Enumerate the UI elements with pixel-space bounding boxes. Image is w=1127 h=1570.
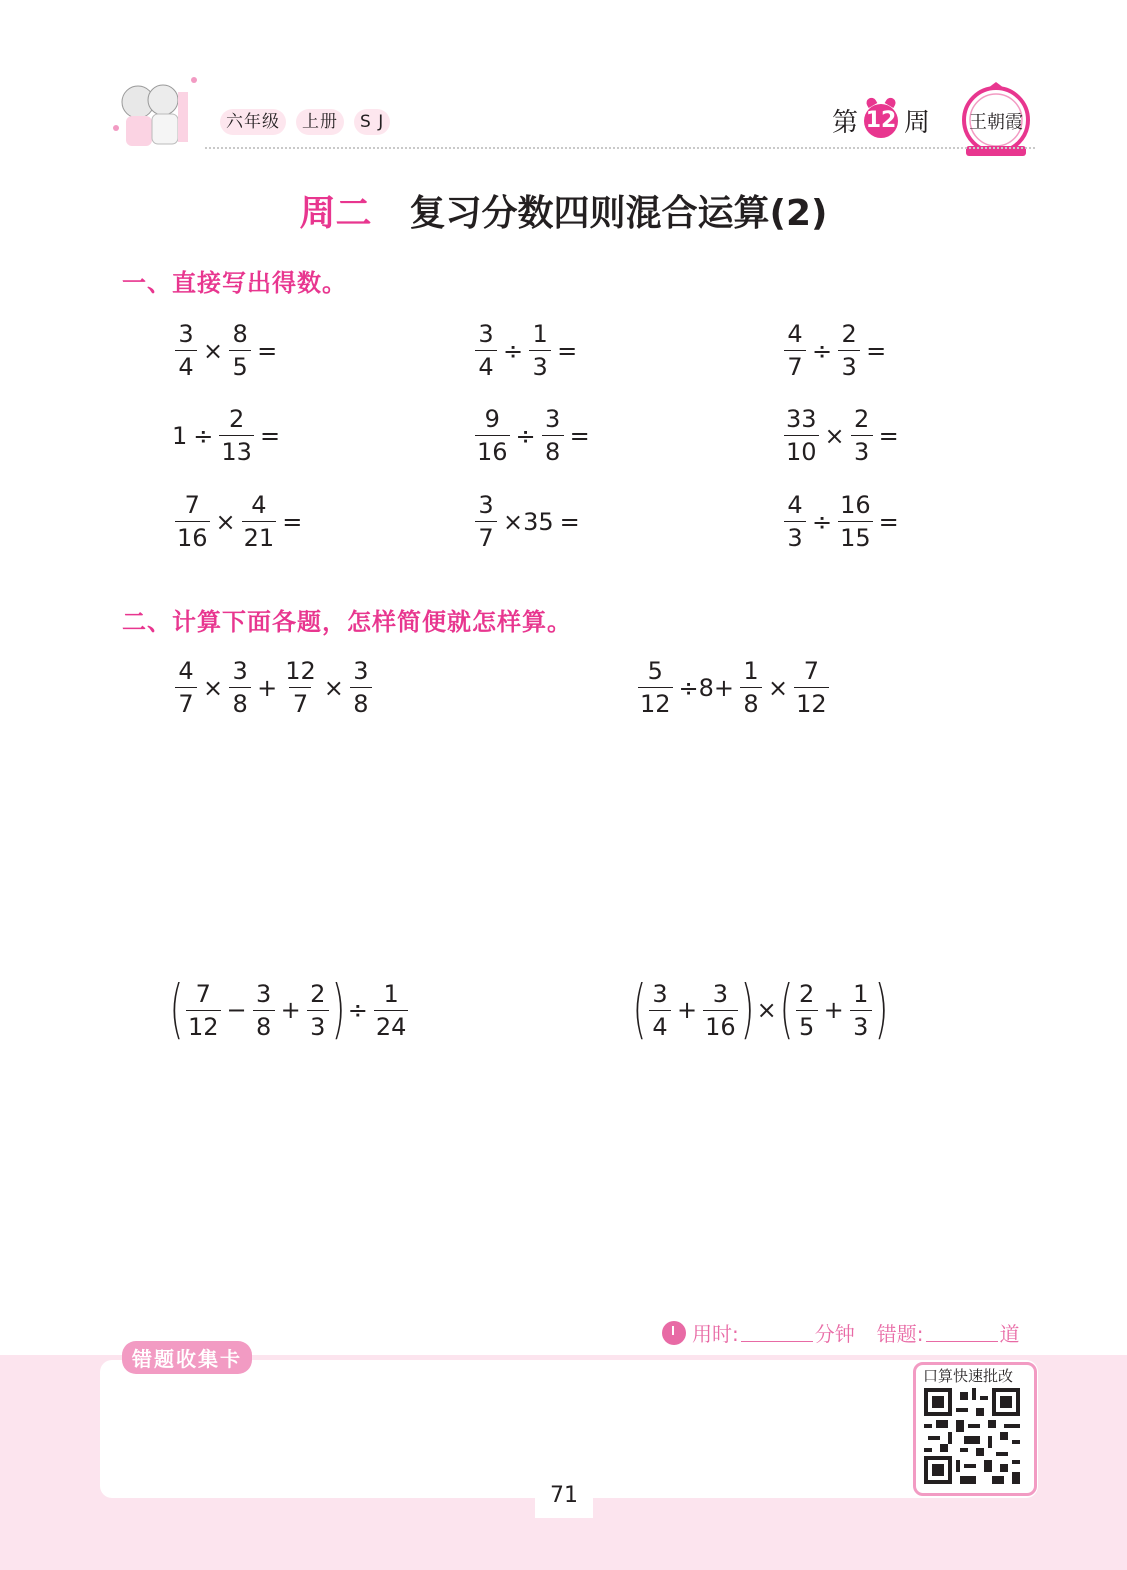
qr-label: 口算快速批改	[923, 1367, 1014, 1385]
numerator: 4	[787, 491, 803, 519]
equals: =	[282, 507, 303, 536]
denominator: 4	[475, 350, 497, 381]
svg-text:王朝霞: 王朝霞	[969, 112, 1023, 133]
left-paren: (	[169, 973, 184, 1047]
operator: ×	[203, 336, 224, 365]
stopwatch-icon	[662, 1321, 686, 1345]
fraction	[851, 405, 873, 466]
fraction	[219, 405, 254, 466]
denominator: 3	[838, 350, 860, 381]
fraction	[784, 320, 806, 381]
page-number: 71	[535, 1474, 593, 1518]
calc-problem-4	[632, 973, 889, 1047]
numerator: 7	[184, 491, 200, 519]
calc-problem-3	[169, 973, 411, 1047]
week-number-clock-icon: 12	[864, 104, 898, 138]
numerator: 8	[232, 320, 248, 348]
time-unit: 分钟	[814, 1322, 855, 1346]
fraction	[307, 980, 329, 1041]
numerator: 3	[178, 320, 194, 348]
numerator: 16	[840, 491, 871, 519]
calc-problem-1	[172, 657, 375, 718]
denominator: 8	[542, 435, 564, 466]
problem-9	[781, 491, 902, 552]
denominator: 15	[838, 521, 873, 552]
problem-2	[472, 320, 580, 381]
equals: =	[259, 421, 281, 450]
operator: +	[823, 996, 844, 1024]
problem-6	[781, 405, 902, 466]
operator: +	[280, 996, 301, 1024]
problem-7	[172, 491, 305, 552]
denominator: 13	[219, 435, 254, 466]
fraction	[175, 320, 197, 381]
denominator: 5	[796, 1010, 818, 1041]
fraction	[283, 657, 318, 718]
numerator: 4	[251, 491, 267, 519]
numerator: 2	[854, 405, 870, 433]
denominator: 12	[186, 1010, 221, 1041]
left-paren: (	[632, 973, 647, 1047]
numerator: 12	[285, 657, 316, 685]
operator: ×	[215, 507, 236, 536]
numerator: 2	[229, 405, 245, 433]
error-card-tag: 错题收集卡	[122, 1341, 252, 1374]
denominator: 3	[784, 521, 806, 552]
numerator: 1	[532, 320, 548, 348]
fraction	[229, 320, 251, 381]
denominator: 8	[229, 687, 251, 718]
operator: ÷	[193, 421, 214, 450]
denominator: 12	[638, 687, 673, 718]
numerator: 2	[310, 979, 326, 1008]
numerator: 3	[255, 979, 272, 1008]
edition-pill: S J	[354, 109, 390, 135]
operator: ×	[824, 421, 845, 450]
whole-number: 1	[172, 421, 188, 450]
fraction	[703, 980, 738, 1041]
numerator: 2	[799, 979, 815, 1008]
numerator: 7	[195, 979, 211, 1008]
numerator: 3	[652, 979, 668, 1008]
denominator: 3	[307, 1010, 329, 1041]
mascot-illustration	[108, 72, 203, 154]
fraction	[242, 491, 277, 552]
problem-8	[472, 491, 583, 552]
grade-pill: 六年级	[220, 109, 286, 135]
fraction	[649, 980, 671, 1041]
operator: ×	[768, 673, 789, 702]
right-paren: )	[740, 973, 754, 1047]
equals: =	[878, 421, 899, 450]
equals: =	[866, 336, 887, 365]
operator: ÷	[347, 996, 368, 1024]
denominator: 4	[649, 1010, 671, 1041]
numerator: 9	[484, 405, 500, 433]
denominator: 5	[229, 350, 251, 381]
fraction	[350, 657, 372, 718]
denominator: 4	[175, 350, 197, 381]
page-title	[0, 185, 1127, 236]
denominator: 10	[784, 435, 819, 466]
denominator: 7	[289, 687, 311, 718]
denominator: 3	[850, 1010, 872, 1041]
numerator: 1	[743, 657, 759, 685]
operator: ÷	[812, 336, 833, 365]
numerator: 3	[712, 979, 728, 1008]
grade-info	[220, 109, 390, 135]
errors-unit: 道	[999, 1322, 1020, 1346]
week-prefix: 第	[832, 108, 859, 138]
volume-pill: 上册	[296, 109, 344, 135]
left-paren: (	[779, 973, 794, 1047]
problem-3	[781, 320, 889, 381]
numerator: 1	[383, 979, 399, 1008]
time-error-record	[662, 1318, 1020, 1347]
numerator: 4	[787, 320, 803, 348]
operator: ×	[756, 996, 777, 1024]
numerator: 3	[545, 405, 561, 433]
section1-heading: 一、直接写出得数。	[122, 269, 347, 297]
denominator: 8	[740, 687, 762, 718]
numerator: 2	[841, 320, 857, 348]
header-divider	[205, 147, 1035, 149]
operator: +	[257, 673, 278, 702]
denominator: 3	[851, 435, 873, 466]
denominator: 16	[703, 1010, 738, 1041]
problem-4	[172, 405, 283, 466]
fraction	[542, 405, 564, 466]
operator: −	[226, 996, 247, 1024]
operator: +	[676, 996, 698, 1024]
denominator: 3	[529, 350, 551, 381]
fraction	[838, 491, 873, 552]
time-label: 用时:	[692, 1322, 739, 1346]
operator: ×	[203, 673, 224, 702]
operator: ÷	[515, 421, 536, 450]
problem-5	[472, 405, 593, 466]
errors-label: 错题:	[876, 1322, 924, 1346]
denominator: 8	[253, 1010, 275, 1041]
fraction	[253, 980, 275, 1041]
fraction	[529, 320, 551, 381]
fraction	[638, 657, 673, 718]
problem-1	[172, 320, 280, 381]
denominator: 16	[175, 521, 210, 552]
denominator: 21	[242, 521, 277, 552]
fraction	[794, 657, 829, 718]
operator-with-number: ×35	[503, 507, 554, 536]
fraction	[374, 980, 409, 1041]
fraction	[475, 320, 497, 381]
fraction	[475, 491, 497, 552]
fraction	[838, 320, 860, 381]
numerator: 4	[178, 657, 194, 685]
fraction	[175, 491, 210, 552]
fraction	[784, 405, 819, 466]
equals: =	[257, 336, 278, 365]
denominator: 7	[175, 687, 197, 718]
equals: =	[559, 507, 580, 536]
numerator: 5	[647, 657, 663, 685]
denominator: 7	[784, 350, 806, 381]
title-day: 周二	[299, 193, 372, 234]
right-paren: )	[874, 973, 889, 1047]
numerator: 3	[478, 491, 494, 519]
title-text: 复习分数四则混合运算(2)	[409, 193, 828, 234]
qr-code-icon[interactable]	[924, 1388, 1020, 1484]
numerator: 7	[803, 657, 820, 685]
week-suffix: 周	[904, 108, 931, 138]
fraction	[229, 657, 251, 718]
numerator: 33	[786, 405, 817, 433]
equals: =	[557, 336, 578, 365]
denominator: 24	[374, 1010, 409, 1041]
denominator: 16	[475, 435, 510, 466]
fraction	[475, 405, 510, 466]
week-indicator	[832, 102, 930, 139]
numerator: 3	[478, 320, 494, 348]
fraction	[740, 657, 762, 718]
equals: =	[878, 507, 899, 536]
fraction	[796, 980, 818, 1041]
fraction	[175, 657, 197, 718]
denominator: 8	[350, 687, 372, 718]
fraction	[186, 980, 221, 1041]
time-blank[interactable]	[741, 1323, 813, 1342]
operator: ÷	[503, 336, 524, 365]
denominator: 12	[794, 687, 829, 718]
section2-heading: 二、计算下面各题，怎样简便就怎样算。	[122, 608, 572, 636]
numerator: 3	[353, 657, 369, 685]
calc-problem-2	[635, 657, 832, 718]
equals: =	[569, 421, 590, 450]
numerator: 3	[232, 657, 248, 685]
denominator: 7	[475, 521, 497, 552]
fraction	[784, 491, 806, 552]
right-paren: )	[331, 973, 346, 1047]
operator: ×	[323, 673, 344, 702]
numerator: 1	[853, 979, 869, 1008]
errors-blank[interactable]	[926, 1323, 998, 1342]
operator: ÷8+	[678, 673, 735, 702]
operator: ÷	[812, 507, 833, 536]
fraction	[850, 980, 872, 1041]
